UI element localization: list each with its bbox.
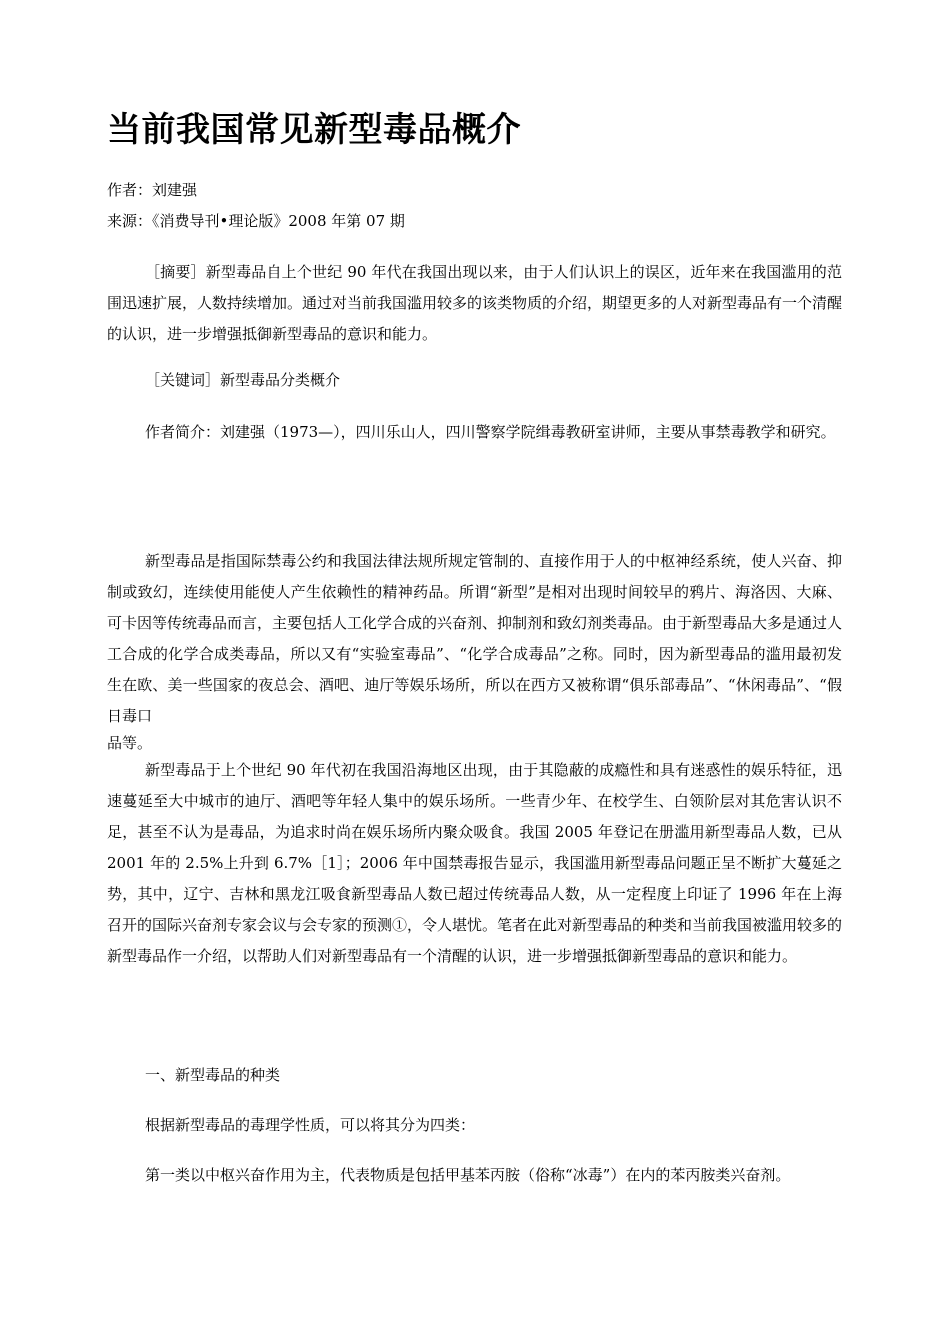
abstract-paragraph: ［摘要］新型毒品自上个世纪 90 年代在我国出现以来，由于人们认识上的误区，近年来在我国滥用的范围迅速扩展，人数持续增加。通过对当前我国滥用较多的该类物质的介绍，期望更多的人对新型毒品有一个清醒的认识，进一步增强抵御新型毒品的意识和能力。 xyxy=(107,263,843,343)
keywords-paragraph: ［关键词］新型毒品分类概介 xyxy=(145,371,341,389)
body-paragraph-2: 新型毒品于上个世纪 90 年代初在我国沿海地区出现，由于其隐蔽的成瘾性和具有迷惑性的娱乐特征，迅速蔓延至大中城市的迪厅、酒吧等年轻人集中的娱乐场所。一些青少年、在校学生、白领阶层对其危害认识不足，甚至不认为是毒品，为追求时尚在娱乐场所内聚众吸食。我国 2005 年登记在册滥用新型毒品人数，已从 2001 年的 2.5%上升到 6.7%［1］；2006 年中国禁毒报告显示，我国滥用新型毒品问题正呈不断扩大蔓延之势，其中，辽宁、吉林和黑龙江吸食新型毒品人数已超过传统毒品人数，从一定程度上印证了 1996 年在上海召开的国际兴奋剂专家会议与会专家的预测①，令人堪忧。笔者在此对新型毒品的种类和当前我国被滥用较多的新型毒品作一介绍，以帮助人们对新型毒品有一个清醒的认识，进一步增强抵御新型毒品的意识和能力。 xyxy=(107,761,843,965)
section-class-1-paragraph: 第一类以中枢兴奋作用为主，代表物质是包括甲基苯丙胺（俗称“冰毒”）在内的苯丙胺类兴奋剂。 xyxy=(145,1166,791,1184)
body-paragraph-1-tail: 品等。 xyxy=(107,734,153,752)
source-line: 来源：《消费导刊•理论版》2008 年第 07 期 xyxy=(107,212,405,230)
author-line: 作者：刘建强 xyxy=(107,181,198,199)
section-intro-paragraph: 根据新型毒品的毒理学性质，可以将其分为四类： xyxy=(145,1116,476,1134)
body-paragraph-1-main: 新型毒品是指国际禁毒公约和我国法律法规所规定管制的、直接作用于人的中枢神经系统，使人兴奋、抑制或致幻，连续使用能使人产生依赖性的精神药品。所谓“新型”是相对出现时间较早的鸦片、海洛因、大麻、可卡因等传统毒品而言，主要包括人工化学合成的兴奋剂、抑制剂和致幻剂类毒品。由于新型毒品大多是通过人工合成的化学合成类毒品，所以又有“实验室毒品”、“化学合成毒品”之称。同时，因为新型毒品的滥用最初发生在欧、美一些国家的夜总会、酒吧、迪厅等娱乐场所，所以在西方又被称谓“俱乐部毒品”、“休闲毒品”、“假日毒口 xyxy=(107,552,843,725)
section-heading: 一、新型毒品的种类 xyxy=(145,1066,281,1084)
article-title: 当前我国常见新型毒品概介 xyxy=(107,110,521,150)
body-paragraph-1 xyxy=(107,546,842,754)
author-bio-paragraph: 作者简介：刘建强（1973—），四川乐山人，四川警察学院缉毒教研室讲师，主要从事禁毒教学和研究。 xyxy=(145,423,836,441)
